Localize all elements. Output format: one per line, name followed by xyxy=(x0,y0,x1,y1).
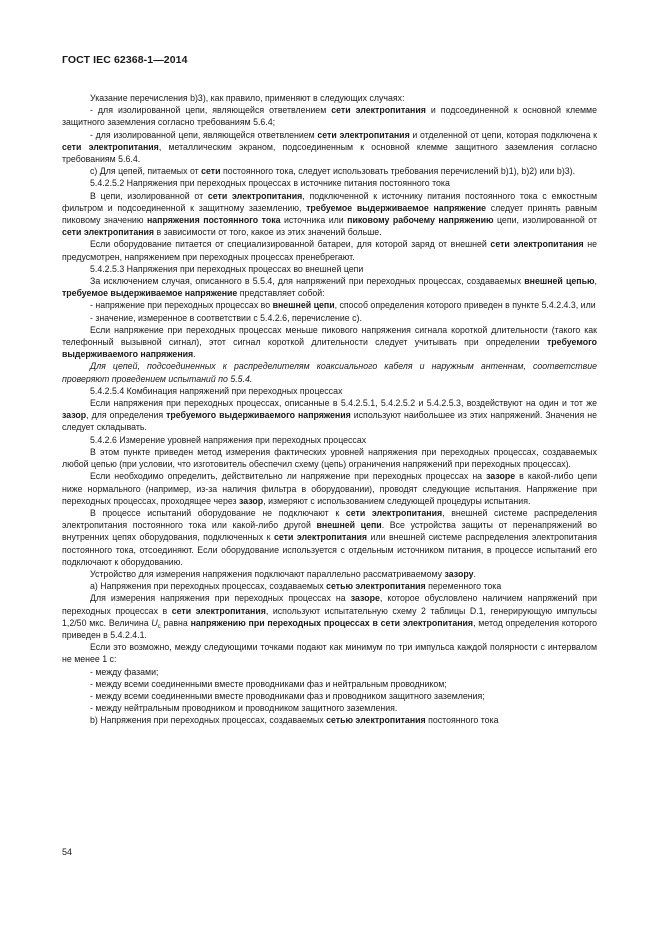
bold-term: внешней цепи xyxy=(272,300,335,311)
text-run: цепи, изолированной от xyxy=(493,215,598,226)
text-run: . Все устройства защиты от перенапряжений во внутренних цепях оборудования, подключенных к xyxy=(62,520,598,543)
bold-term: сети электропитания xyxy=(62,141,159,152)
text-run: Если напряжения при переходных процессах, описанные в 5.4.2.5.1, 5.4.2.5.2 и 5.4.2.5.3, воздействуют на один и тот же xyxy=(90,398,597,409)
paragraph xyxy=(62,714,597,726)
text-run: Если необходимо определить, действительно ли напряжение при переходных процессах на xyxy=(90,471,487,482)
text-run: и подсоединенной к основной клемме защитного заземления согласно требованиям 5.6.4; xyxy=(62,105,597,128)
paragraph xyxy=(62,275,597,299)
text-run: , для определения xyxy=(86,410,167,421)
text-run: , подключенной к источнику питания постоянного тока с емкостным фильтром и подсоединенной к защитному заземлению, xyxy=(62,190,597,213)
bold-term: сети электропитания xyxy=(273,532,368,543)
paragraph xyxy=(62,690,597,702)
text-run: , используют испытательную схему 2 таблицы D.1, генерирующую импульсы 1,2/50 мкс. Величина xyxy=(62,605,598,628)
bold-term: сети электропитания xyxy=(62,227,155,238)
subscript: c xyxy=(157,623,161,630)
text-run: Если напряжение при переходных процессах меньше пикового напряжения сигнала короткой длительности (такого как телефонный вызывной сигнал), этот сигнал короткой длительности следует учитывать при определении xyxy=(62,324,597,348)
text-run: Устройство для измерения напряжения подключают параллельно рассматриваемому xyxy=(90,568,445,579)
bold-term: требуемого выдерживаемого напряжения xyxy=(62,337,597,360)
paragraph xyxy=(62,666,597,678)
document-body xyxy=(62,92,597,727)
text-run: 5.4.2.5.4 Комбинация напряжений при переходных процессах xyxy=(90,385,343,396)
text-run: - для изолированной цепи, являющейся ответвлением xyxy=(90,105,332,116)
text-run: В процессе испытаний оборудование не подключают к xyxy=(90,507,346,518)
paragraph xyxy=(62,580,597,592)
paragraph xyxy=(62,299,597,311)
text-run: c) Для цепей, питаемых от xyxy=(90,166,202,177)
text-run: постоянного тока, следует использовать требования перечислений b)1), b)2) или b)3). xyxy=(220,166,576,177)
text-run: в зависимости от того, какое из этих значений больше. xyxy=(154,227,382,238)
paragraph xyxy=(62,568,597,580)
text-run: За исключением случая, описанного в 5.5.4, для напряжений при переходных процессах, создаваемых xyxy=(90,276,525,287)
text-run: в какой-либо цепи ниже нормального (например, из-за наличия фильтра в оборудовании), проводят следующие испытания. Напряжение при переходных процессах, проходящее через xyxy=(62,471,597,506)
text-run: или внешней системе распределения электропитания постоянного тока, отсоединяют. Если оборудование используется с отдельным источником питания, в процессе испытаний его подключают к оборудованию. xyxy=(62,532,597,567)
text-run: - между всеми соединенными вместе проводниками фаз и проводником защитного заземления; xyxy=(90,690,485,701)
text-run: источника или xyxy=(280,215,348,226)
paragraph xyxy=(62,165,597,177)
paragraph xyxy=(62,263,597,275)
bold-term: зазоре xyxy=(350,593,380,604)
italic-symbol: U xyxy=(151,617,158,628)
bold-term: внешней цепи xyxy=(316,520,382,531)
bold-term: сети электропитания xyxy=(490,239,584,250)
text-run: - для изолированной цепи, являющейся ответвлением xyxy=(90,129,318,140)
bold-term: сети электропитания xyxy=(331,105,426,116)
text-run: b) Напряжения при переходных процессах, создаваемых xyxy=(90,715,327,726)
text-run: Для цепей, подсоединенных к распределителям коаксиального кабеля и наружным антеннам, соответствие проверяют проведением испытаний по 5.5.4. xyxy=(62,361,597,384)
text-run: переменного тока xyxy=(425,581,502,592)
text-run: - между фазами; xyxy=(90,666,159,677)
text-run: используют наибольшее из этих напряжений. Значения не следует складывать. xyxy=(62,410,597,433)
paragraph xyxy=(62,129,597,166)
bold-term: зазоре xyxy=(486,471,516,482)
paragraph xyxy=(62,312,597,324)
bold-term: зазор xyxy=(239,495,264,506)
bold-term: пиковому рабочему напряжению xyxy=(347,215,494,226)
paragraph xyxy=(62,507,597,568)
text-run: Если это возможно, между следующими точками подают как минимум по три импульса каждой полярности с интервалом не менее 1 с: xyxy=(62,642,597,665)
text-run: a) Напряжения при переходных процессах, создаваемых xyxy=(90,581,327,592)
paragraph xyxy=(62,104,597,128)
bold-term: сети электропитания xyxy=(207,190,303,201)
text-run: Если оборудование питается от специализированной батареи, для которой заряд от внешней xyxy=(90,239,491,250)
paragraph xyxy=(62,397,597,434)
bold-term: сети xyxy=(201,166,221,177)
text-run: - значение, измеренное в соответствии с 5.4.2.6, перечисление c). xyxy=(90,312,362,323)
paragraph xyxy=(62,324,597,361)
bold-term: зазору xyxy=(444,568,474,579)
document-header: ГОСТ IEC 62368-1—2014 xyxy=(62,54,188,66)
text-run: , метод определения которого приведен в 5.4.2.4.1. xyxy=(62,617,597,640)
bold-term: сети электропитания xyxy=(345,507,443,518)
paragraph xyxy=(62,592,597,641)
text-run: равна xyxy=(160,617,191,628)
paragraph xyxy=(62,702,597,714)
text-run: , которое обусловлено наличием напряжений при переходных процессах в xyxy=(62,593,597,616)
text-run: В цепи, изолированной от xyxy=(90,190,208,201)
text-run: , металлическим экраном, подсоединенным к основной клемме защитного заземления согласно требованиям 5.6.4. xyxy=(62,141,597,165)
paragraph xyxy=(62,177,597,189)
text-run: - напряжение при переходных процессах во xyxy=(90,300,273,311)
text-run: , измеряют с использованием следующей процедуры испытания. xyxy=(263,495,531,506)
paragraph xyxy=(62,434,597,446)
text-run: , способ определения которого приведен в пункте 5.4.2.4.3, или xyxy=(334,300,596,311)
paragraph xyxy=(62,446,597,470)
text-run: 5.4.2.6 Измерение уровней напряжения при переходных процессах xyxy=(90,434,367,445)
paragraph xyxy=(62,238,597,262)
paragraph xyxy=(62,470,597,507)
paragraph xyxy=(62,678,597,690)
bold-term: сетью электропитания xyxy=(326,581,426,592)
bold-term: сети электропитания xyxy=(171,605,266,616)
text-run: следует принять равным пиковому значению xyxy=(62,202,597,226)
paragraph xyxy=(62,385,597,397)
bold-term: сетью электропитания xyxy=(326,715,426,726)
text-run: . xyxy=(193,349,196,360)
text-run: 5.4.2.5.3 Напряжения при переходных процессах во внешней цепи xyxy=(90,263,364,274)
bold-term: внешней цепью xyxy=(524,276,595,287)
text-run: постоянного тока xyxy=(425,715,499,726)
text-run: Указание перечисления b)3), как правило, применяют в следующих случаях: xyxy=(90,93,405,103)
text-run: не предусмотрен, напряжением при переходных процессах пренебрегают. xyxy=(62,239,597,262)
text-run: представляет собой: xyxy=(237,288,325,299)
note-paragraph xyxy=(62,360,597,384)
bold-term: сети электропитания xyxy=(317,129,410,140)
bold-term: требуемого выдерживаемого напряжения xyxy=(166,410,351,421)
bold-term: требуемое выдерживаемое напряжение xyxy=(62,288,238,299)
bold-term: напряжению при переходных процессах в сети электропитания xyxy=(190,617,474,628)
bold-term: зазор xyxy=(62,410,87,421)
text-run: 5.4.2.5.2 Напряжения при переходных процессах в источнике питания постоянного тока xyxy=(90,178,450,189)
text-run: - между нейтральным проводником и проводником защитного заземления. xyxy=(90,703,398,714)
paragraph xyxy=(62,92,597,104)
paragraph xyxy=(62,641,597,665)
bold-term: напряжения постоянного тока xyxy=(146,215,281,226)
paragraph xyxy=(62,190,597,239)
text-run: , внешней системе распределения электропитания постоянного тока или какой-либо другой xyxy=(62,507,598,531)
text-run: - между всеми соединенными вместе проводниками фаз и нейтральным проводником; xyxy=(90,678,447,689)
text-run: В этом пункте приведен метод измерения фактических уровней напряжения при переходных процессах, создаваемых любой цепью (при условии, что изготовитель обеспечил схему (цепь) ограничения напряжений при переходных процессах). xyxy=(62,446,597,470)
text-run: . xyxy=(473,568,476,579)
text-run: , xyxy=(594,276,597,287)
text-run: Для измерения напряжения при переходных процессах на xyxy=(90,593,351,604)
bold-term: требуемое выдерживаемое напряжение xyxy=(306,202,487,213)
text-run: и отделенной от цепи, которая подключена к xyxy=(409,129,597,140)
page-number: 54 xyxy=(62,847,73,857)
